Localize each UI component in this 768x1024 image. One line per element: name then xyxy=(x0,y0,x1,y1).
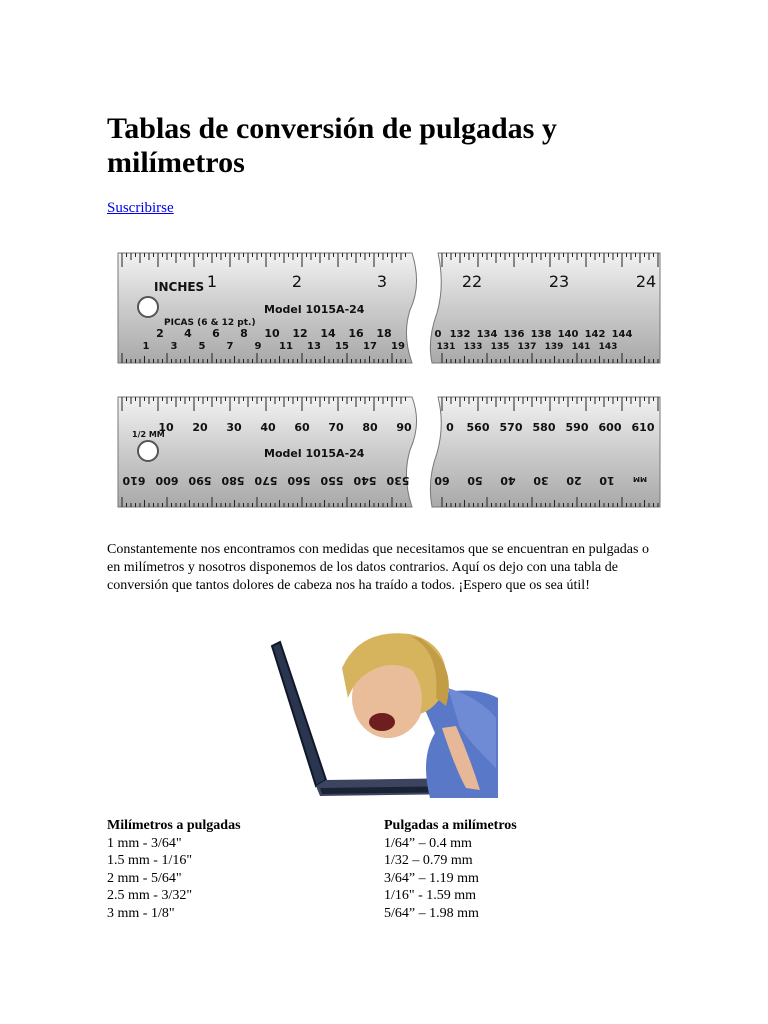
mm-number: 30 xyxy=(533,474,549,487)
mm-number: 540 xyxy=(353,474,377,487)
mm-number: 580 xyxy=(221,474,245,487)
mm-number: 550 xyxy=(320,474,344,487)
mm-number: 610 xyxy=(122,474,146,487)
table-row: 1 mm - 3/64" xyxy=(107,835,182,851)
picas-number: 6 xyxy=(212,327,220,340)
inch-number: 22 xyxy=(461,272,483,291)
table-row: 2 mm - 5/64" xyxy=(107,870,182,886)
picas-number: 3 xyxy=(170,341,178,352)
mm-number: 40 xyxy=(500,474,516,487)
picas-number: 134 xyxy=(476,329,498,340)
table-row: 2.5 mm - 3/32" xyxy=(107,888,193,903)
picas-number: 11 xyxy=(279,341,293,352)
picas-label: PICAS (6 & 12 pt.) xyxy=(164,318,256,328)
mm-label: 1/2 MM xyxy=(132,430,165,439)
table-header: Milímetros a pulgadas xyxy=(107,818,241,833)
inch-number: 23 xyxy=(548,272,570,291)
ruler-bottom-right xyxy=(430,397,660,507)
mm-number: 610 xyxy=(631,421,655,434)
picas-number: 137 xyxy=(517,342,537,352)
picas-number: 18 xyxy=(376,327,392,340)
picas-number: 12 xyxy=(292,327,308,340)
picas-number: 19 xyxy=(391,341,405,352)
mm-number: 600 xyxy=(598,421,622,434)
picas-number: 9 xyxy=(254,341,262,352)
ruler-image xyxy=(112,245,664,520)
person-laptop-photo xyxy=(270,628,498,798)
model-label: Model 1015A-24 xyxy=(264,447,365,460)
mm-number: 580 xyxy=(532,421,556,434)
mm-number: 50 xyxy=(467,474,483,487)
subscribe-link[interactable]: Suscribirse xyxy=(107,200,174,216)
picas-number: 138 xyxy=(530,329,552,340)
picas-number: 142 xyxy=(584,329,606,340)
picas-number: 2 xyxy=(156,327,164,340)
picas-number: 1 xyxy=(142,341,150,352)
table-row: 1/64” – 0.4 mm xyxy=(384,835,472,851)
mm-number: 10 xyxy=(599,474,615,487)
inches-to-mm-table xyxy=(384,817,517,922)
mm-number: 10 xyxy=(158,421,174,434)
inches-label: INCHES xyxy=(154,280,205,294)
picas-number: 16 xyxy=(348,327,364,340)
table-row: 3 mm - 1/8" xyxy=(107,905,175,921)
picas-number: 132 xyxy=(449,329,471,340)
picas-number: 139 xyxy=(544,342,564,352)
mm-number: 530 xyxy=(386,474,410,487)
picas-number: 17 xyxy=(363,341,377,352)
model-label: Model 1015A-24 xyxy=(264,303,365,316)
picas-number: 0 xyxy=(434,329,442,340)
table-header: Pulgadas a milímetros xyxy=(384,818,517,833)
mm-number: 590 xyxy=(565,421,589,434)
page-title: Tablas de conversión de pulgadas y milímetros xyxy=(107,112,557,179)
mm-number: 560 xyxy=(466,421,490,434)
mm-number: 60 xyxy=(434,474,450,487)
inch-number: 24 xyxy=(635,272,657,291)
picas-number: 133 xyxy=(463,342,483,352)
picas-number: 14 xyxy=(320,327,336,340)
mm-number: 560 xyxy=(287,474,311,487)
mm-number: 40 xyxy=(260,421,276,434)
mm-number: 90 xyxy=(396,421,412,434)
picas-number: 135 xyxy=(490,342,510,352)
hang-hole-icon xyxy=(138,297,158,317)
picas-number: 10 xyxy=(264,327,280,340)
table-row: 1/16" - 1.59 mm xyxy=(384,888,477,903)
mm-number: MM xyxy=(633,475,647,483)
table-row: 1.5 mm - 1/16" xyxy=(107,853,193,868)
picas-number: 143 xyxy=(598,342,618,352)
picas-number: 136 xyxy=(503,329,525,340)
picas-number: 144 xyxy=(611,329,633,340)
picas-number: 141 xyxy=(571,342,591,352)
picas-number: 13 xyxy=(307,341,321,352)
picas-number: 140 xyxy=(557,329,579,340)
mm-number: 570 xyxy=(254,474,278,487)
inch-number: 1 xyxy=(206,272,218,291)
mm-number: 570 xyxy=(499,421,523,434)
mm-number: 590 xyxy=(188,474,212,487)
picas-number: 15 xyxy=(335,341,349,352)
inch-number: 2 xyxy=(291,272,303,291)
inch-number: 3 xyxy=(376,272,388,291)
intro-paragraph: Constantemente nos encontramos con medidas que necesitamos que se encuentran en pulgadas o en milímetros y nosotros disponemos de los datos contrarios. Aquí os dejo con una tabla de conversión que tantos dolores de cabeza nos ha traído a todos. ¡Espero que os sea útil! xyxy=(107,542,649,593)
table-row: 5/64” – 1.98 mm xyxy=(384,905,479,921)
mm-number: 0 xyxy=(446,421,454,434)
picas-number: 8 xyxy=(240,327,248,340)
mm-number: 20 xyxy=(192,421,208,434)
mm-number: 60 xyxy=(294,421,310,434)
table-row: 1/32 – 0.79 mm xyxy=(384,853,473,868)
picas-number: 5 xyxy=(198,341,206,352)
mm-number: 30 xyxy=(226,421,242,434)
mm-number: 70 xyxy=(328,421,344,434)
mm-number: 80 xyxy=(362,421,378,434)
hang-hole-icon xyxy=(138,441,158,461)
picas-number: 131 xyxy=(436,342,456,352)
mm-number: 20 xyxy=(566,474,582,487)
picas-number: 7 xyxy=(226,341,234,352)
picas-number: 4 xyxy=(184,327,192,340)
table-row: 3/64” – 1.19 mm xyxy=(384,870,479,886)
mm-to-inches-table xyxy=(107,817,241,922)
mm-number: 600 xyxy=(155,474,179,487)
